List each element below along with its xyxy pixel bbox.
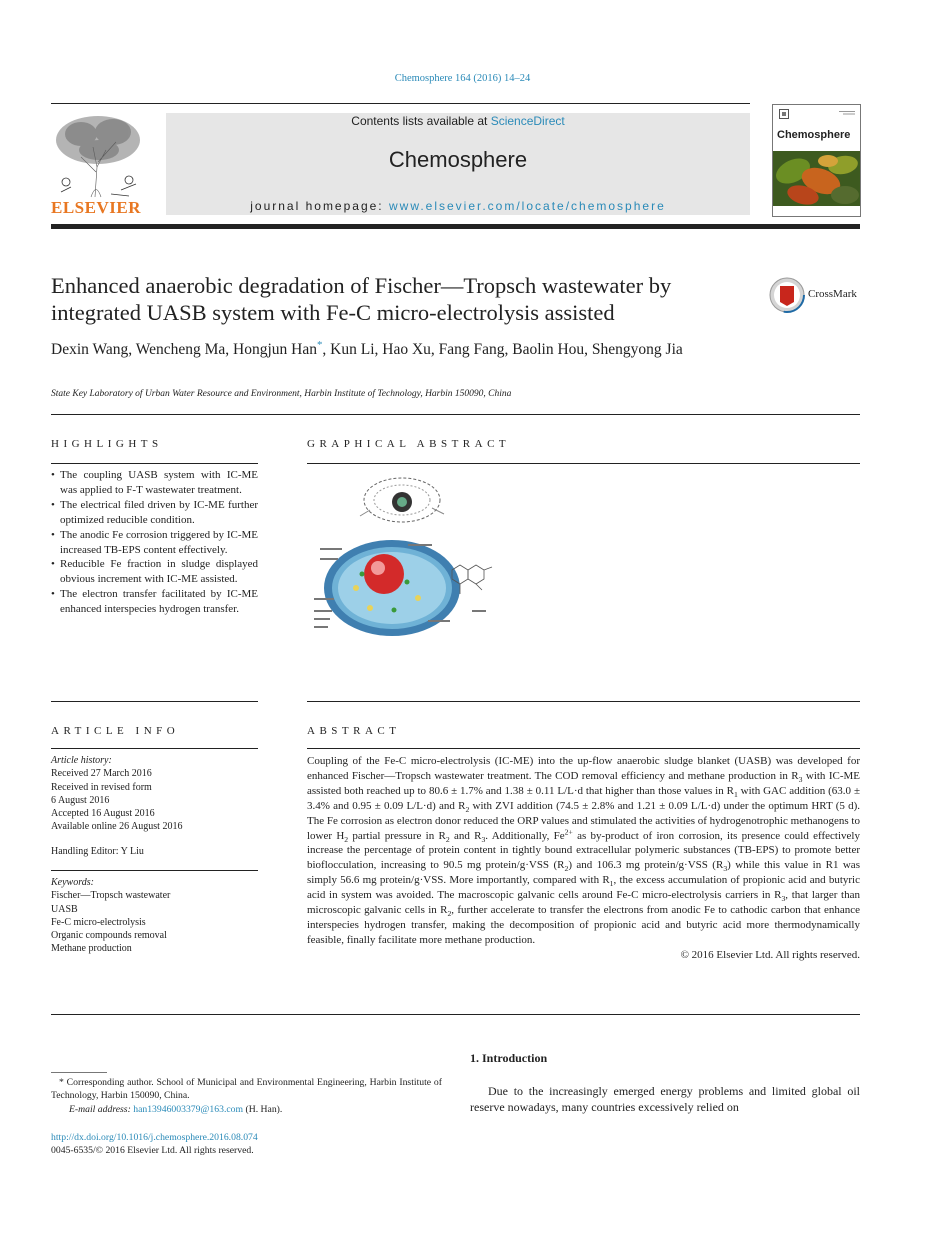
email-line xyxy=(51,1103,442,1116)
journal-cover[interactable] xyxy=(772,104,861,217)
cover-text-lines xyxy=(839,111,855,115)
introduction-paragraph: Due to the increasingly emerged energy problems and limited global oil reserve nowadays, many countries excessively relied on xyxy=(470,1084,860,1115)
abstract-rule xyxy=(307,748,860,749)
highlights-rule xyxy=(51,463,258,464)
cover-title: Chemosphere xyxy=(777,129,851,141)
abstract-text: Coupling of the Fe-C micro-electrolysis (IC-ME) into the up-flow anaerobic sludge blanket (UASB) was developed for enhanced Fischer—Tropsch wastewater treatment. The COD removal efficiency and methane production in $R_3$ with IC-ME assisted both reached up to 80.6 ± 1.7% and 1.38 ± 0.11 L/L·d that higher than those values in $R_1$ with GAC addition (63.0 ± 3.4% and 0.95 ± 0.09 L/L·d) and $R_2$ with ZVI addition (74.5 ± 2.8% and 1.21 ± 0.09 L/L·d) under the optimum HRT (5 d). The Fe corrosion as electron donor reduced the ORP values and stimulated the activities of hydrogenotrophic methanogens to lower $H_2$ partial pressure in $R_2$ and $R_3$. Additionally, $Fe^{2+}$ as by-product of iron corrosion, its presence could effectively increase the percentage of protein content in tightly bound extracellular polymeric substances (TB-EPS) to promote better bioflocculation, increasing to 90.5 mg protein/g·VSS $(R_2)$ and 106.3 mg protein/g·VSS $(R_3)$ while this value in R1 was simply 56.6 mg protein/g·VSS. More importantly, compared with $R_1$, the excess accumulation of propionic acid and butyric acid in system was avoided. The macroscopic galvanic cells around Fe-C micro-electrolysis carriers in $R_3$, that larger than microscopic galvanic cells in $R_2$, further accelerate to transfer the electrons from anodic Fe to cathodic carbon that enhance interspecies hydrogen transfer, making the decomposition of propionic acid and butyric acid more thermodynamically feasible, finally facilitate more methane production. xyxy=(307,755,861,946)
corresponding-footnote xyxy=(51,1076,442,1116)
doi-block xyxy=(51,1131,258,1158)
abstract-body xyxy=(307,754,860,963)
elsevier-tree-logo xyxy=(51,112,146,198)
highlight-item: • The electron transfer facilitated by IC-ME enhanced interspecies hydrogen transfer. xyxy=(51,587,258,617)
elsevier-wordmark: ELSEVIER xyxy=(51,198,141,217)
abstract-copyright: © 2016 Elsevier Ltd. All rights reserved. xyxy=(680,948,860,961)
footnote-rule xyxy=(51,1072,107,1073)
received-date: Received 27 March 2016 xyxy=(51,768,152,780)
highlight-item: • The electrical filed driven by IC-ME further optimized reducible condition. xyxy=(51,498,258,528)
keywords-block xyxy=(51,876,258,956)
keyword-item: Organic compounds removal xyxy=(51,930,167,942)
article-history xyxy=(51,754,258,858)
keyword-item: UASB xyxy=(51,903,78,915)
handling-editor: Handling Editor: Y Liu xyxy=(51,845,144,857)
corresponding-note: * Corresponding author. School of Municipal and Environmental Engineering, Harbin Institute of Technology, Harbin 150090, China. xyxy=(51,1077,442,1102)
crossmark-badge[interactable] xyxy=(769,277,861,313)
header-top-rule xyxy=(51,103,750,104)
keywords-label: Keywords: xyxy=(51,877,94,888)
sciencedirect-link[interactable]: ScienceDirect xyxy=(490,114,565,128)
highlight-item: • The coupling UASB system with IC-ME was applied to F-T wastewater treatment. xyxy=(51,468,258,498)
highlight-item: • The anodic Fe corrosion triggered by IC-ME increased TB-EPS content effectively. xyxy=(51,528,258,558)
introduction-text xyxy=(470,1083,860,1115)
email-label: E-mail address: xyxy=(69,1103,134,1115)
journal-banner xyxy=(166,113,750,215)
article-info-rule xyxy=(51,748,258,749)
contents-line xyxy=(166,114,750,128)
homepage-line xyxy=(166,199,750,213)
revised-label: Received in revised form xyxy=(51,781,152,793)
cover-leaves-image xyxy=(773,151,860,206)
keywords-rule xyxy=(51,870,258,871)
affiliation-rule xyxy=(51,414,860,415)
email-link[interactable]: han13946003379@163.com xyxy=(133,1103,244,1115)
graphical-abstract-figure[interactable] xyxy=(312,470,502,640)
highlights-bottom-rule xyxy=(51,701,258,702)
author-list xyxy=(51,340,751,360)
keyword-item: Methane production xyxy=(51,943,132,955)
abstract-heading: ABSTRACT xyxy=(307,725,401,737)
authors-first: Dexin Wang, Wencheng Ma, Hongjun Han xyxy=(51,341,317,358)
authors-rest: , Kun Li, Hao Xu, Fang Fang, Baolin Hou, Shengyong Jia xyxy=(322,341,683,358)
header-thick-rule xyxy=(51,224,860,229)
highlight-item: • Reducible Fe fraction in sludge displayed obvious increment with IC-ME assisted. xyxy=(51,557,258,587)
doi-link[interactable]: http://dx.doi.org/10.1016/j.chemosphere.2016.08.074 xyxy=(51,1132,258,1143)
corresponding-author-mark[interactable]: * xyxy=(316,338,323,351)
journal-name: Chemosphere xyxy=(388,147,528,172)
keyword-item: Fe-C micro-electrolysis xyxy=(51,916,146,928)
article-title: Enhanced anaerobic degradation of Fischer—Tropsch wastewater by integrated UASB system with Fe-C micro-electrolysis assisted xyxy=(51,273,672,325)
crossmark-icon xyxy=(769,277,805,313)
graphical-abstract-rule xyxy=(307,463,860,464)
article-info-heading: ARTICLE INFO xyxy=(51,725,180,737)
homepage-prefix: journal homepage: xyxy=(250,199,389,213)
issn-line: 0045-6535/© 2016 Elsevier Ltd. All rights reserved. xyxy=(51,1145,254,1157)
abstract-bottom-rule xyxy=(51,1014,860,1015)
affiliation: State Key Laboratory of Urban Water Resource and Environment, Harbin Institute of Technology, Harbin 150090, China xyxy=(51,389,512,399)
history-label: Article history: xyxy=(51,755,112,766)
introduction-heading: 1. Introduction xyxy=(470,1051,548,1065)
homepage-link[interactable]: www.elsevier.com/locate/chemosphere xyxy=(388,199,666,213)
revised-date: 6 August 2016 xyxy=(51,794,110,806)
keyword-item: Fischer—Tropsch wastewater xyxy=(51,890,171,902)
highlights-list xyxy=(51,468,258,617)
online-date: Available online 26 August 2016 xyxy=(51,821,183,833)
highlights-heading: HIGHLIGHTS xyxy=(51,438,163,450)
graphical-abstract-bottom-rule xyxy=(307,701,860,702)
contents-prefix: Contents lists available at xyxy=(351,114,491,128)
journal-citation[interactable]: Chemosphere 164 (2016) 14–24 xyxy=(394,73,531,84)
cover-logo-icon xyxy=(779,109,789,119)
graphical-abstract-heading: GRAPHICAL ABSTRACT xyxy=(307,438,511,450)
accepted-date: Accepted 16 August 2016 xyxy=(51,808,155,820)
crossmark-label: CrossMark xyxy=(808,288,857,300)
email-suffix: (H. Han). xyxy=(243,1103,283,1115)
